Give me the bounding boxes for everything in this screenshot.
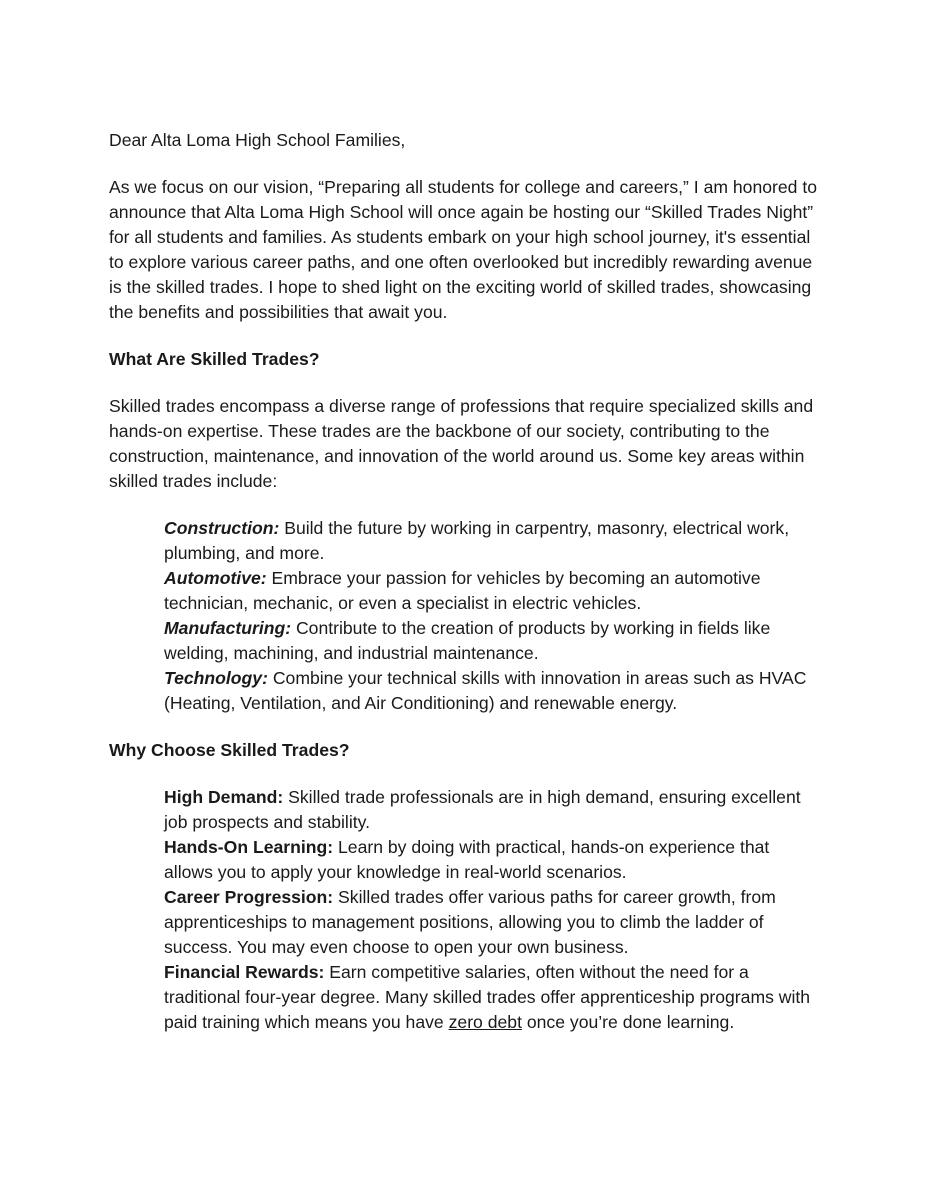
list-item-high-demand (164, 785, 821, 835)
reasons-list (164, 785, 821, 1035)
list-item-automotive (164, 566, 821, 616)
term-hands-on-learning: Hands-On Learning: (164, 837, 334, 857)
greeting: Dear Alta Loma High School Families, (109, 130, 406, 150)
section-heading-what-are-skilled-trades: What Are Skilled Trades? (109, 349, 320, 369)
list-item-hands-on-learning (164, 835, 821, 885)
section-body-what-are-skilled-trades: Skilled trades encompass a diverse range of professions that require specialized skills and hands-on expertise. These trades are the backbone of our society, contributing to the construction, maintenance, and innovation of the world around us. Some key areas within skilled trades include: (109, 396, 814, 491)
term-high-demand: High Demand: (164, 787, 284, 807)
term-manufacturing: Manufacturing: (164, 618, 292, 638)
intro-paragraph: As we focus on our vision, “Preparing all students for college and careers,” I am honored to announce that Alta Loma High School will once again be hosting our “Skilled Trades Night” for all students and families. As students embark on your high school journey, it's essential to explore various career paths, and one often overlooked but incredibly rewarding avenue is the skilled trades. I hope to shed light on the exciting world of skilled trades, showcasing the benefits and possibilities that await you. (109, 177, 818, 322)
section-heading-why-choose-skilled-trades: Why Choose Skilled Trades? (109, 740, 350, 760)
zero-debt-emphasis: zero debt (448, 1012, 522, 1032)
letter-page (109, 128, 821, 1057)
item-text-financial-rewards: Earn competitive salaries, often without the need for a traditional four-year degree. Many skilled trades offer apprenticeship programs with paid training which means you have (164, 962, 811, 1032)
term-financial-rewards: Financial Rewards: (164, 962, 325, 982)
item-text-hands-on-learning: Learn by doing with practical, hands-on experience that allows you to apply your knowledge in real-world scenarios. (164, 837, 770, 882)
list-item-career-progression (164, 885, 821, 960)
term-automotive: Automotive: (164, 568, 267, 588)
term-construction: Construction: (164, 518, 280, 538)
list-item-financial-rewards (164, 960, 821, 1035)
item-text-automotive: Embrace your passion for vehicles by becoming an automotive technician, mechanic, or even a specialist in electric vehicles. (164, 568, 761, 613)
list-item-manufacturing (164, 616, 821, 666)
key-areas-list (164, 516, 821, 716)
item-text-technology: Combine your technical skills with innovation in areas such as HVAC (Heating, Ventilation, and Air Conditioning) and renewable energy. (164, 668, 807, 713)
item-text-high-demand: Skilled trade professionals are in high demand, ensuring excellent job prospects and stability. (164, 787, 801, 832)
item-text-career-progression: Skilled trades offer various paths for career growth, from apprenticeships to management positions, allowing you to climb the ladder of success. You may even choose to open your own business. (164, 887, 776, 957)
list-item-construction (164, 516, 821, 566)
item-text-manufacturing: Contribute to the creation of products by working in fields like welding, machining, and industrial maintenance. (164, 618, 771, 663)
item-text-construction: Build the future by working in carpentry, masonry, electrical work, plumbing, and more. (164, 518, 790, 563)
term-career-progression: Career Progression: (164, 887, 334, 907)
list-item-technology (164, 666, 821, 716)
term-technology: Technology: (164, 668, 268, 688)
item-text-financial-rewards-end: once you’re done learning. (521, 1012, 735, 1032)
